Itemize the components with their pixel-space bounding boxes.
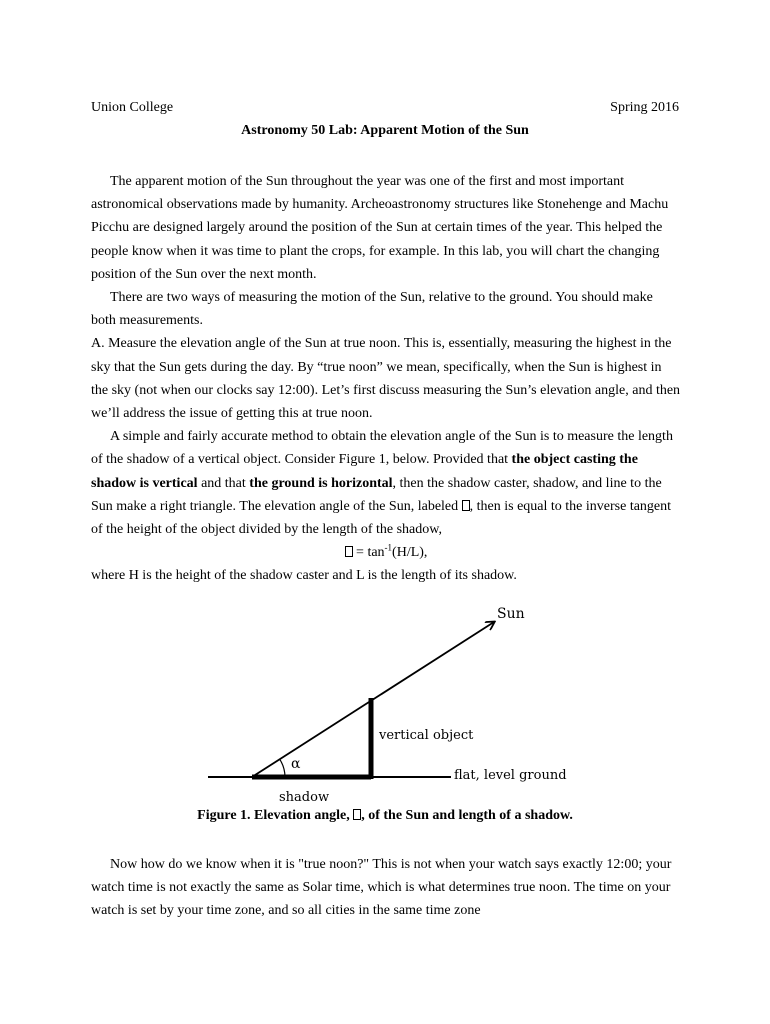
term-label: Spring 2016 — [610, 100, 679, 115]
body-text — [91, 170, 681, 588]
angle-arc — [280, 759, 285, 777]
paragraph-shadow-method: A simple and fairly accurate method to obtain the elevation angle of the Sun is to measure the length of the shadow of a vertical object. Consider Figure 1, below. Provided that the object casting the shadow is vertical and that the ground is horizontal, then the shadow caster, shadow, and line to the Sun make a right triangle. The elevation angle of the Sun, labeled , then is equal to the inverse tangent of the height of the object divided by the length of the shadow, — [91, 429, 673, 538]
paragraph-where: where H is the height of the shadow caster and L is the length of its shadow. — [91, 568, 517, 584]
ground-label: flat, level ground — [454, 768, 567, 783]
document-title: Astronomy 50 Lab: Apparent Motion of the Sun — [241, 123, 529, 138]
paragraph-intro: The apparent motion of the Sun throughout the year was one of the first and most important astronomical observations made by humanity. Archeoastronomy structures like Stonehenge and Machu Picchu are designed largely around the position of the Sun at certain times of the year. This helped the people know when it was time to plant the crops, for example. In this lab, you will chart the changing position of the Sun over the next month. — [91, 174, 669, 282]
paragraph-true-noon: Now how do we know when it is "true noon?" This is not when your watch says exactly 12:00; your watch time is not exactly the same as Solar time, which is what determines true noon. The time on your watch is set by your time zone, and so all cities in the same time zone — [91, 857, 672, 919]
shadow-triangle-diagram — [205, 600, 575, 810]
paragraph-measure-a: A. Measure the elevation angle of the Sun at true noon. This is, essentially, measuring the highest in the sky that the Sun gets during the day. By “true noon” we mean, specifically, when the Sun is highest in the sky (not when our clocks say 12:00). Let’s first discuss measuring the Sun’s elevation angle, and then we’ll address the issue of getting this at true noon. — [91, 336, 681, 422]
vertical-object-label: vertical object — [379, 728, 474, 743]
paragraph-two-ways: There are two ways of measuring the motion of the Sun, relative to the ground. You should make both measurements. — [91, 290, 653, 329]
page-header — [91, 100, 679, 118]
missing-glyph-icon — [345, 546, 353, 557]
sun-label: Sun — [497, 606, 525, 622]
figure-1-diagram — [205, 600, 575, 810]
body-text-continued — [91, 853, 681, 923]
figure-caption: Figure 1. Elevation angle, , of the Sun and length of a shadow. — [197, 808, 573, 823]
emphasis-vertical: the object casting the shadow is vertical — [91, 452, 638, 491]
institution-name: Union College — [91, 100, 174, 115]
missing-glyph-icon — [462, 500, 470, 511]
angle-alpha-label: α — [291, 756, 301, 772]
emphasis-horizontal: the ground is horizontal — [249, 475, 393, 491]
elevation-formula: = $\tan^{-1}(H/L)$, — [91, 541, 681, 564]
shadow-label: shadow — [279, 790, 330, 805]
